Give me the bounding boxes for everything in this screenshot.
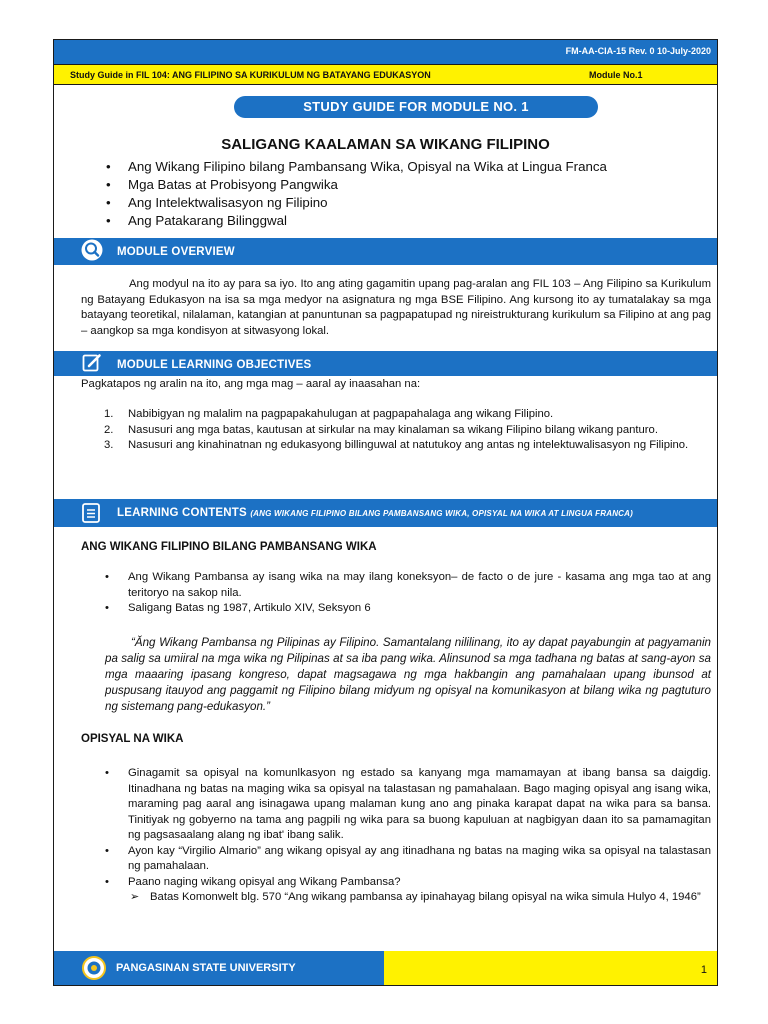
constitution-quote: “Ăng Wikang Pambansa ng Pilipinas ay Filipino. Samantalang nililinang, ito ay dapat payabungin at pagyamanin pa salig sa umiiral na mga wika ng Pilipinas at sa iba pang wika. Alinsunod sa mga tadhana ng batas at sang-ayon sa mga maaaring ipasang kongreso, dapat magsagawa ng mga hakbangin ang pamahalaan upang ibunsod at puspusang itauyod ang paggamit ng Filipino bilang midyum ng opisyal na komunikasyon at bilang wika ng pagtuturo ng sistemang pang-edukasyon.”	[105, 636, 711, 713]
book-icon	[81, 502, 103, 524]
module-label: Module No.1	[589, 70, 643, 80]
contents-section-bar	[54, 499, 717, 527]
list-item	[81, 407, 711, 423]
list-item: • Ginagamit sa opisyal na komunlkasyon ng estado sa kanyang mga mamamayan at ibang bansa sa daigdig. Itinadhana ng batas na maging wika sa opisyal na talastasan ng pamahalaan. Bago maging opisyal ang isang wika, maraming pag aaral ang isinagawa upang malaman kung ano ang pinaka karapat dapat na wika para sa bansa. Tinitiyak ng gobyerno na tama ang pagpili ng wika para sa buong kapuluan at nagbigyan daan ito sa pamamagitan ng pagsasaalang alang ng ibat' ibang salik.	[81, 766, 711, 844]
list-item: • Ang Wikang Pambansa ay isang wika na may ilang koneksyon– de facto o de jure - kasama ang mga tao at ang teritoryo na sakop nila.	[81, 570, 711, 601]
item-number: 2.	[104, 423, 114, 436]
form-code: FM-AA-CIA-15 Rev. 0 10-July-2020	[565, 46, 711, 56]
contents-subheading: (ANG WIKANG FILIPINO BILANG PAMBANSANG WIKA, OPISYAL NA WIKA AT LINGUA FRANCA)	[250, 509, 633, 518]
header-top-bar	[54, 40, 717, 64]
edit-icon	[81, 352, 103, 374]
university-name: PANGASINAN STATE UNIVERSITY	[116, 962, 296, 974]
list-item: • Ang Intelektwalisasyon ng Filipino	[104, 194, 607, 212]
module-banner: STUDY GUIDE FOR MODULE NO. 1	[234, 96, 598, 118]
list-item-text: Paano naging wikang opisyal ang Wikang Pambansa?	[128, 875, 401, 888]
page-number: 1	[700, 964, 707, 976]
study-guide-label: Study Guide in FIL 104: ANG FILIPINO SA KURIKULUM NG BATAYANG EDUKASYON	[70, 70, 431, 80]
objectives-heading: MODULE LEARNING OBJECTIVES	[117, 359, 312, 371]
list-item	[81, 423, 711, 439]
item-text: Nasusuri ang mga batas, kautusan at sirkular na may kinalaman sa wikang Filipino bilang wikang panturo.	[128, 423, 658, 436]
header-info-bar	[54, 64, 717, 85]
contents-heading-wrap	[117, 507, 633, 519]
section-title: ANG WIKANG FILIPINO BILANG PAMBANSANG WIKA	[81, 541, 377, 553]
footer-blue-block	[54, 951, 384, 985]
section1-bullets	[81, 570, 711, 617]
magnifier-icon	[81, 239, 103, 261]
list-item	[81, 875, 711, 906]
page-footer	[54, 951, 717, 985]
topic-list	[104, 158, 607, 230]
footer-yellow-block	[384, 951, 717, 985]
item-text: Nabibigyan ng malalim na pagpapakahulugan at pagpapahalaga ang wikang Filipino.	[128, 408, 554, 420]
objectives-list	[81, 407, 711, 454]
university-seal-icon	[82, 956, 106, 980]
section2-bullets	[81, 766, 711, 906]
item-number: 3.	[104, 439, 114, 451]
item-number: 1.	[104, 408, 114, 420]
objectives-section-bar	[54, 351, 717, 376]
section-title: OPISYAL NA WIKA	[81, 733, 184, 745]
item-text: Nasusuri ang kinahinatnan ng edukasyong billinguwal at natutukoy ang antas ng intelektuwalisasyon ng Filipino.	[128, 439, 689, 451]
list-item: • Mga Batas at Probisyong Pangwika	[104, 176, 607, 194]
overview-section-bar	[54, 238, 717, 265]
sub-bullets	[128, 890, 711, 906]
overview-text: Ang modyul na ito ay para sa iyo. Ito ang ating gagamitin upang pag-aralan ang FIL 103 – Ang Filipino sa Kurikulum ng Batayang Edukasyon na isa sa mga medyor na asignatura ng mga BSE Filipino. Ang kursong ito ay tumatalakay sa mga batayang teoretikal, nilalaman, katangian at panuntunan sa pagpapatupad ng nireistrukturang kurikulum sa Filipino at ang pag – aangkop sa mga kondisyon at sitwasyong lokal.	[81, 278, 711, 337]
list-item	[81, 438, 711, 454]
overview-heading: MODULE OVERVIEW	[117, 246, 235, 258]
document-page	[53, 39, 718, 986]
list-item: • Ang Wikang Filipino bilang Pambansang Wika, Opisyal na Wika at Lingua Franca	[104, 158, 607, 176]
list-item: • Saligang Batas ng 1987, Artikulo XIV, Seksyon 6	[81, 601, 711, 617]
page-title: SALIGANG KAALAMAN SA WIKANG FILIPINO	[221, 136, 550, 153]
objectives-intro: Pagkatapos ng aralin na ito, ang mga mag – aaral ay inaasahan na:	[81, 378, 421, 390]
list-item: • Ang Patakarang Bilinggwal	[104, 212, 607, 230]
list-item: • Ayon kay “Virgilio Almario” ang wikang opisyal ay ang itinadhana ng batas na maging wika sa opisyal na talastasan ng pamahalaan.	[81, 844, 711, 875]
contents-heading: LEARNING CONTENTS	[117, 507, 247, 519]
sub-list-item: ➢ Batas Komonwelt blg. 570 “Ang wikang pambansa ay ipinahayag bilang opisyal na wika simula Hulyo 4, 1946”	[128, 890, 711, 906]
